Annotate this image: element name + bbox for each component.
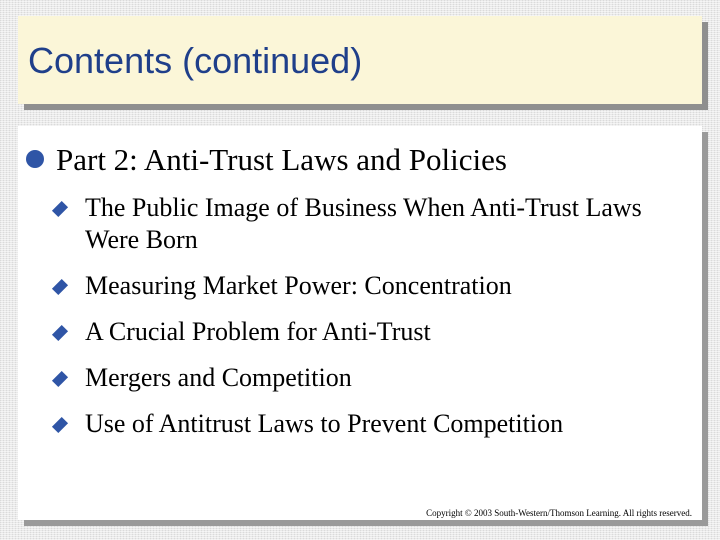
main-bullet [26,142,507,178]
copyright-notice: Copyright © 2003 South-Western/Thomson Learning. All rights reserved. [426,508,692,518]
sub-bullet-text: A Crucial Problem for Anti-Trust [85,317,431,346]
sub-bullet-list [52,192,700,454]
diamond-bullet-icon [52,417,68,433]
circle-bullet-icon [26,150,44,168]
sub-bullet-text: Mergers and Competition [85,363,352,392]
sub-bullet-text: Measuring Market Power: Concentration [85,271,512,300]
diamond-bullet-icon [52,201,68,217]
sub-bullet-text: Use of Antitrust Laws to Prevent Competition [85,409,564,438]
sub-bullet-item [52,270,700,302]
sub-bullet-item [52,192,700,256]
diamond-bullet-icon [52,325,68,341]
content-box [18,126,702,520]
sub-bullet-text: The Public Image of Business When Anti-Trust Laws Were Born [85,193,642,254]
diamond-bullet-icon [52,371,68,387]
title-bar [18,16,702,104]
sub-bullet-item [52,362,700,394]
diamond-bullet-icon [52,279,68,295]
main-bullet-text: Part 2: Anti-Trust Laws and Policies [56,142,507,177]
slide-title: Contents (continued) [28,40,363,81]
sub-bullet-item [52,316,700,348]
sub-bullet-item [52,408,700,440]
